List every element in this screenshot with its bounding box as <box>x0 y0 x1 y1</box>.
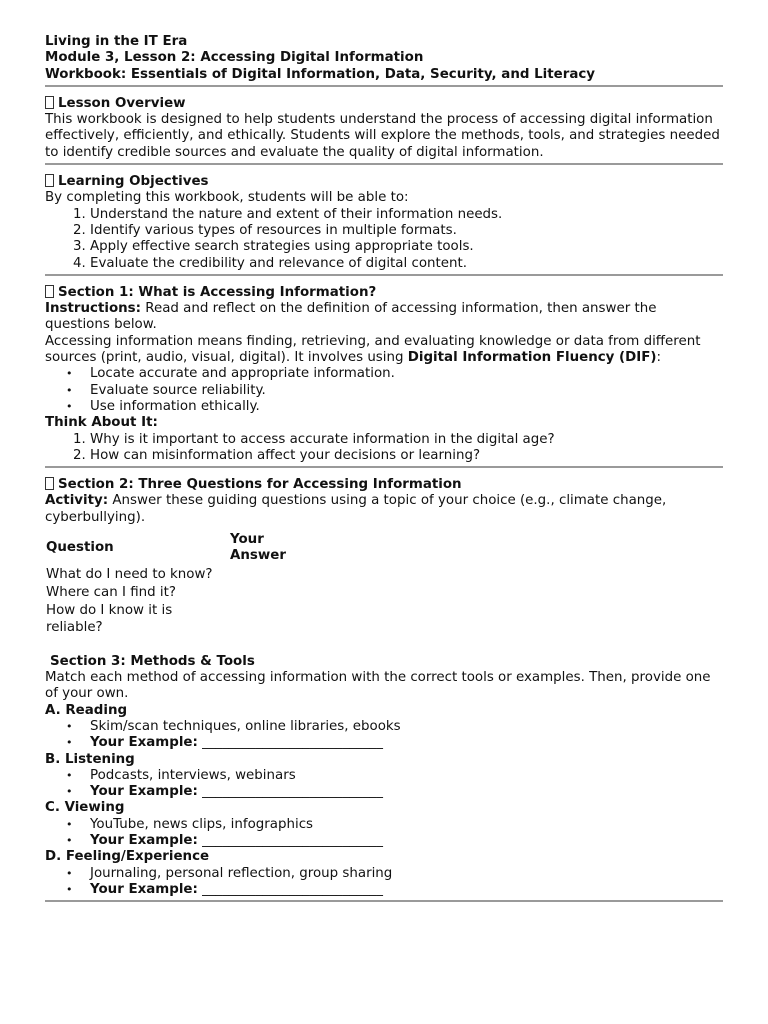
list-item: • Use information ethically. <box>90 399 723 415</box>
table-header-question: Question <box>46 540 114 556</box>
table-cell-question: What do I need to know? <box>46 566 213 582</box>
definition-end: : <box>656 350 662 366</box>
activity-text: Answer these guiding questions using a topic of your choice (e.g., climate change, cyberbullying). <box>45 493 667 525</box>
section-2-title: Section 2: Three Questions for Accessing Information <box>58 477 462 493</box>
method-list <box>45 817 723 850</box>
table-header-row <box>45 532 301 567</box>
section-1-heading <box>45 285 723 301</box>
activity-label: Activity: <box>45 493 109 509</box>
definition-term: Digital Information Fluency (DIF) <box>407 350 657 366</box>
list-item: 4. Evaluate the credibility and relevance of digital content. <box>90 256 723 272</box>
section-1 <box>45 285 723 464</box>
example-blank[interactable]: ___________________________ <box>202 735 383 751</box>
method-list <box>45 866 723 899</box>
list-item: 3. Apply effective search strategies using appropriate tools. <box>90 239 723 255</box>
table-header-answer: Your Answer <box>230 532 286 564</box>
instructions-label: Instructions: <box>45 301 142 317</box>
lesson-overview <box>45 96 723 161</box>
example-blank[interactable]: ___________________________ <box>202 881 383 897</box>
list-item: 1. Why is it important to access accurate information in the digital age? <box>90 432 723 448</box>
overview-heading <box>45 96 723 112</box>
doc-header <box>45 34 723 83</box>
missing-glyph-icon <box>45 285 54 298</box>
questions-table <box>45 532 301 638</box>
list-item: • YouTube, news clips, infographics <box>90 817 723 833</box>
list-item: 1. Understand the nature and extent of their information needs. <box>90 207 723 223</box>
list-item <box>90 735 723 751</box>
table-row <box>45 603 301 638</box>
missing-glyph-icon <box>45 96 54 109</box>
think-about-it-label: Think About It: <box>45 415 158 431</box>
list-item: • Podcasts, interviews, webinars <box>90 768 723 784</box>
missing-glyph-icon <box>45 174 54 187</box>
section-3-intro: Match each method of accessing information with the correct tools or examples. Then, provide one of your own. <box>45 670 711 702</box>
overview-title: Lesson Overview <box>58 95 186 111</box>
objectives-heading <box>45 174 723 190</box>
example-blank[interactable]: ___________________________ <box>202 784 383 800</box>
table-row <box>45 585 301 603</box>
missing-glyph-icon <box>45 477 54 490</box>
table-cell-answer[interactable] <box>229 567 301 585</box>
example-label: Your Example: <box>90 833 198 849</box>
list-item: 2. How can misinformation affect your decisions or learning? <box>90 448 723 464</box>
section-1-title: Section 1: What is Accessing Information? <box>58 284 377 300</box>
example-label: Your Example: <box>90 735 198 751</box>
list-item: 2. Identify various types of resources in multiple formats. <box>90 223 723 239</box>
method-list <box>45 719 723 752</box>
table-cell-answer[interactable] <box>229 603 301 638</box>
table-cell-question: How do I know it is reliable? <box>46 603 173 635</box>
list-item: • Journaling, personal reflection, group sharing <box>90 866 723 882</box>
list-item: • Locate accurate and appropriate information. <box>90 366 723 382</box>
method-label: A. Reading <box>45 702 128 718</box>
list-item <box>90 882 723 898</box>
instructions-text: Read and reflect on the definition of accessing information, then answer the questions below. <box>45 301 657 333</box>
section-1-instructions <box>45 301 723 334</box>
objectives-list <box>45 207 723 272</box>
module-title: Module 3, Lesson 2: Accessing Digital Information <box>45 50 424 66</box>
section-3-title: Section 3: Methods & Tools <box>50 653 255 669</box>
objectives-title: Learning Objectives <box>58 174 209 190</box>
table-row <box>45 567 301 585</box>
course-title: Living in the IT Era <box>45 34 188 49</box>
list-item <box>90 784 723 800</box>
example-label: Your Example: <box>90 881 198 897</box>
overview-text: This workbook is designed to help students understand the process of accessing digital information effectively, efficiently, and ethically. Students will explore the methods, tools, and strategies needed to identify credible sources and evaluate the quality of digital information. <box>45 112 720 160</box>
dif-list <box>45 366 723 415</box>
list-item: • Skim/scan techniques, online libraries, ebooks <box>90 719 723 735</box>
think-questions-list <box>45 432 723 465</box>
method-label: C. Viewing <box>45 800 125 816</box>
table-cell-answer[interactable] <box>229 585 301 603</box>
example-label: Your Example: <box>90 784 198 800</box>
section-2-heading <box>45 477 723 493</box>
method-list <box>45 768 723 801</box>
learning-objectives <box>45 174 723 272</box>
workbook-title: Workbook: Essentials of Digital Information, Data, Security, and Literacy <box>45 66 596 82</box>
divider <box>45 900 723 902</box>
table-cell-question: Where can I find it? <box>46 584 176 600</box>
section-3 <box>45 654 723 898</box>
example-blank[interactable]: ___________________________ <box>202 833 383 849</box>
definition-text: Accessing information means finding, retrieving, and evaluating knowledge or data from different sources (print, audio, visual, digital). It involves using <box>45 333 701 366</box>
document-content <box>45 34 723 902</box>
section-2-activity <box>45 493 723 526</box>
section-1-definition <box>45 334 723 367</box>
method-label: B. Listening <box>45 751 135 767</box>
section-2 <box>45 477 723 638</box>
objectives-intro: By completing this workbook, students will be able to: <box>45 190 409 206</box>
list-item <box>90 833 723 849</box>
list-item: • Evaluate source reliability. <box>90 383 723 399</box>
method-label: D. Feeling/Experience <box>45 849 210 865</box>
